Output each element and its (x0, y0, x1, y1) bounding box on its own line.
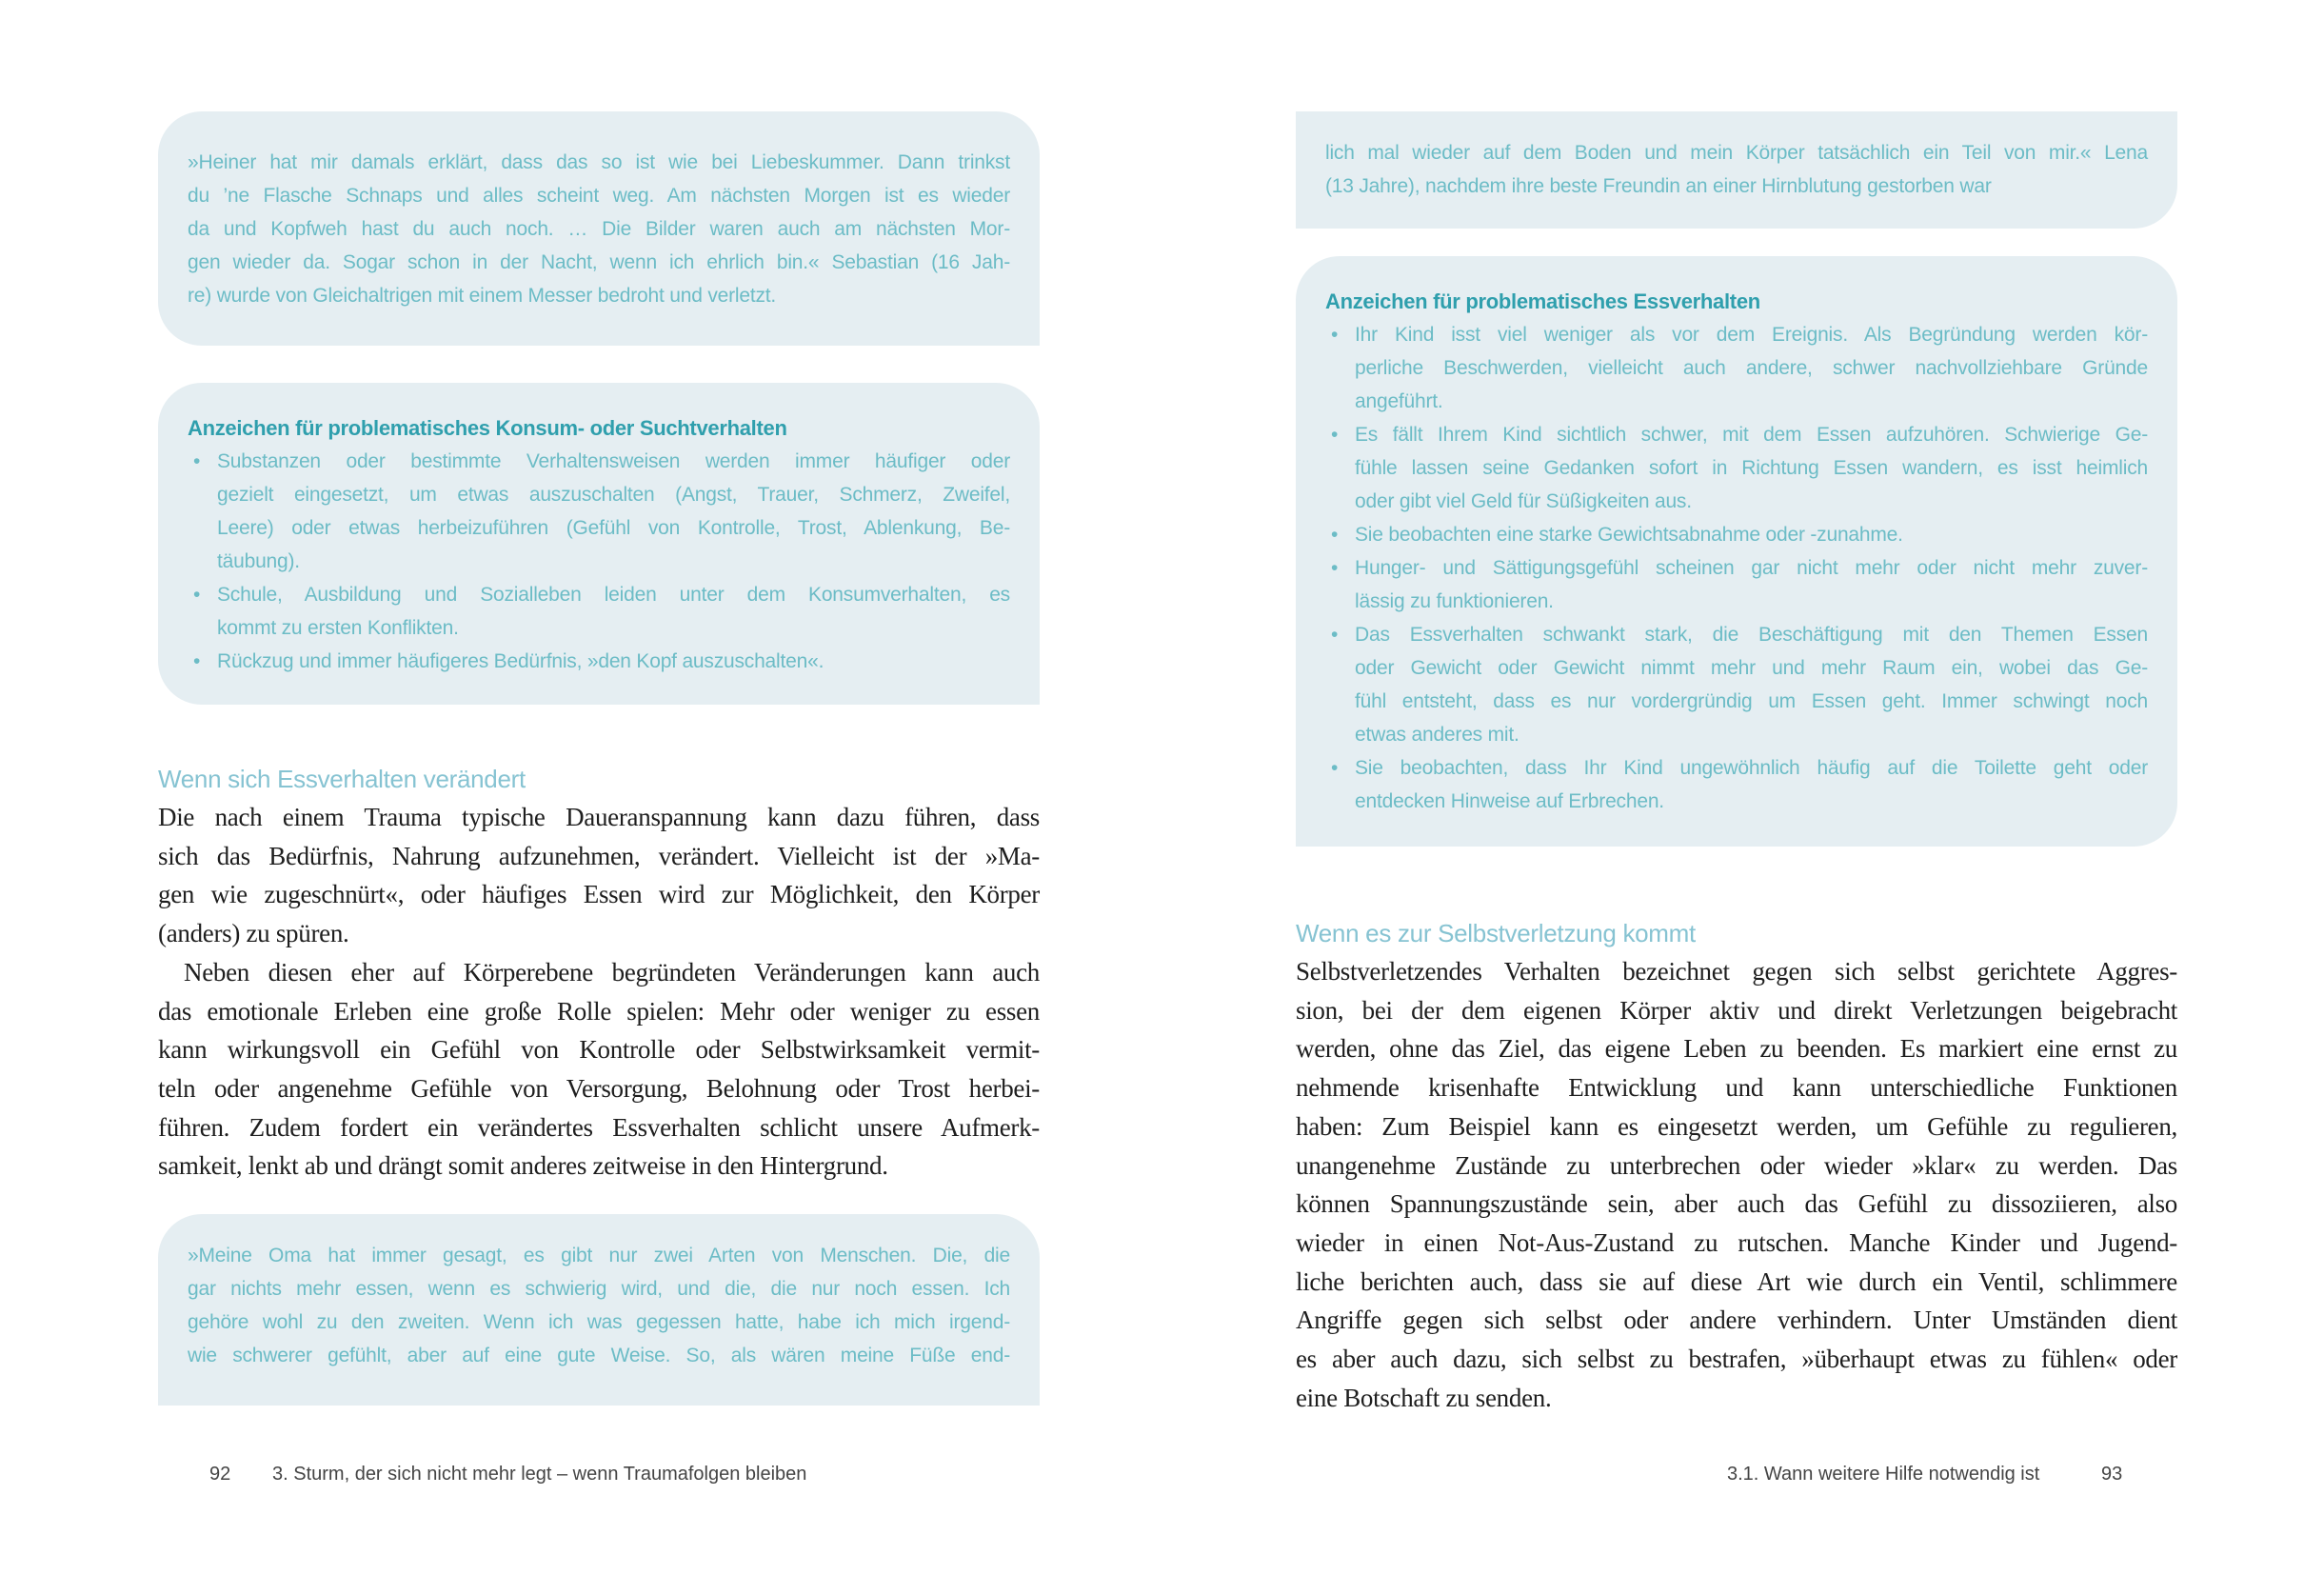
text-line: Die nach einem Trauma typische Daueranspannung kann dazu führen, dass (158, 803, 1040, 831)
info-box-heading: Anzeichen für problematisches Konsum- oder Suchtverhalten (188, 416, 787, 440)
bullet-icon: • (193, 650, 201, 672)
text-line: können Spannungszustände sein, aber auch das Gefühl zu dissoziieren, also (1296, 1189, 2177, 1219)
text-line: Substanzen oder bestimmte Verhaltensweisen werden immer häufiger oder (217, 450, 1010, 472)
text-line: es aber auch dazu, sich selbst zu bestrafen, »überhaupt etwas zu fühlen« oder (1296, 1345, 2177, 1374)
quote-box-lena (1296, 111, 2177, 229)
text-line: samkeit, lenkt ab und drängt somit anderes zeitweise in den Hintergrund. (158, 1151, 888, 1181)
paragraph (158, 953, 1040, 1186)
info-box-eating (1296, 256, 2177, 847)
text-line: gar nichts mehr essen, wenn es schwierig wird, und die, die nur noch essen. Ich (188, 1278, 1010, 1300)
bullet-icon: • (193, 450, 201, 472)
bullet-icon: • (1331, 757, 1339, 779)
list-item (1325, 518, 2148, 551)
paragraph (1296, 952, 2177, 1417)
text-line: gehöre wohl zu den zweiten. Wenn ich was gegessen hatte, habe ich mich irgend- (188, 1311, 1010, 1333)
text-line: sich das Bedürfnis, Nahrung aufzunehmen, verändert. Vielleicht ist der »Ma- (158, 841, 1040, 870)
text-line: haben: Zum Beispiel kann es eingesetzt werden, um Gefühle zu regulieren, (1296, 1111, 2177, 1141)
quote-text (188, 146, 1010, 312)
text-line: Leere) oder etwas herbeizuführen (Gefühl von Kontrolle, Trost, Ablenkung, Be- (217, 517, 1010, 539)
text-line: entdecken Hinweise auf Erbrechen. (1355, 790, 1664, 812)
text-line: etwas anderes mit. (1355, 724, 1520, 746)
list-item (1325, 751, 2148, 818)
text-line: werden, ohne das Ziel, das eigene Leben zu beenden. Es markiert eine ernst zu (1296, 1034, 2177, 1064)
paragraph (158, 798, 1040, 953)
list-item (1325, 318, 2148, 418)
bullet-icon: • (1331, 624, 1339, 646)
section-heading: Wenn es zur Selbstverletzung kommt (1296, 919, 1696, 947)
bullet-list (1325, 318, 2148, 818)
text-line: angeführt. (1355, 390, 1443, 412)
quote-box-sebastian (158, 111, 1040, 346)
page-number: 92 (209, 1464, 231, 1485)
text-line: Ihr Kind isst viel weniger als vor dem Ereignis. Als Begründung werden kör- (1355, 324, 2148, 346)
list-item (1325, 618, 2148, 751)
text-line: täubung). (217, 550, 300, 572)
text-line: »Heiner hat mir damals erklärt, dass das so ist wie bei Liebeskummer. Dann trinkst (188, 151, 1010, 173)
text-line: sion, bei der dem eigenen Körper aktiv und direkt Verletzungen beigebracht (1296, 995, 2177, 1025)
text-line: Neben diesen eher auf Körperebene begründeten Veränderungen kann auch (184, 957, 1040, 987)
bullet-list (188, 445, 1010, 678)
text-line: lässig zu funktionieren. (1355, 590, 1554, 612)
info-box-addiction (158, 383, 1040, 705)
text-line: (13 Jahre), nachdem ihre beste Freundin an einer Hirnblutung gestorben war (1325, 175, 1992, 197)
text-line: liche berichten auch, dass sie auf diese Art wie durch ein Ventil, schlimmere (1296, 1266, 2177, 1296)
text-line: wieder in einen Not-Aus-Zustand zu rutschen. Manche Kinder und Jugend- (1296, 1227, 2177, 1257)
running-head: 3.1. Wann weitere Hilfe notwendig ist (1727, 1464, 2040, 1485)
text-line: unangenehme Zustände zu unterbrechen oder wieder »klar« zu werden. Das (1296, 1150, 2177, 1180)
text-line: gen wie zugeschnürt«, oder häufiges Essen wird zur Möglichkeit, den Körper (158, 880, 1040, 909)
info-box-heading: Anzeichen für problematisches Essverhalten (1325, 289, 1760, 313)
list-item (1325, 551, 2148, 618)
list-item (188, 645, 1010, 678)
bullet-icon: • (1331, 324, 1339, 346)
text-line: kommt zu ersten Konflikten. (217, 617, 459, 639)
section-heading: Wenn sich Essverhalten verändert (158, 765, 526, 793)
quote-text (1325, 136, 2148, 203)
text-line: Sie beobachten eine starke Gewichtsabnahme oder -zunahme. (1355, 524, 1903, 546)
text-line: oder gibt viel Geld für Süßigkeiten aus. (1355, 490, 1692, 512)
text-line: Angriffe gegen sich selbst oder andere verhindern. Unter Umständen dient (1296, 1306, 2177, 1335)
text-line: gezielt eingesetzt, um etwas auszuschalten (Angst, Trauer, Schmerz, Zweifel, (217, 484, 1010, 506)
text-line: gen wieder da. Sogar schon in der Nacht, wenn ich ehrlich bin.« Sebastian (16 Jah- (188, 251, 1010, 273)
text-line: fühle lassen seine Gedanken sofort in Richtung Essen wandern, es isst heimlich (1355, 457, 2148, 479)
text-line: du ’ne Flasche Schnaps und alles scheint weg. Am nächsten Morgen ist es wieder (188, 185, 1010, 207)
bullet-icon: • (193, 584, 201, 606)
list-item (188, 578, 1010, 645)
quote-box-oma (158, 1214, 1040, 1406)
text-line: »Meine Oma hat immer gesagt, es gibt nur zwei Arten von Menschen. Die, die (188, 1245, 1010, 1266)
list-item (1325, 418, 2148, 518)
text-line: Sie beobachten, dass Ihr Kind ungewöhnlich häufig auf die Toilette geht oder (1355, 757, 2148, 779)
text-line: lich mal wieder auf dem Boden und mein Körper tatsächlich ein Teil von mir.« Lena (1325, 142, 2148, 164)
page-number: 93 (2101, 1464, 2123, 1485)
bullet-icon: • (1331, 557, 1339, 579)
text-line: Das Essverhalten schwankt stark, die Beschäftigung mit den Themen Essen (1355, 624, 2148, 646)
text-line: perliche Beschwerden, vielleicht auch andere, schwer nachvollziehbare Gründe (1355, 357, 2148, 379)
text-line: Schule, Ausbildung und Sozialleben leiden unter dem Konsumverhalten, es (217, 584, 1010, 606)
list-item (188, 445, 1010, 578)
text-line: führen. Zudem fordert ein verändertes Essverhalten schlicht unsere Aufmerk- (158, 1112, 1040, 1142)
text-line: nehmende krisenhafte Entwicklung und kann unterschiedliche Funktionen (1296, 1073, 2177, 1103)
text-line: das emotionale Erleben eine große Rolle spielen: Mehr oder weniger zu essen (158, 996, 1040, 1026)
text-line: kann wirkungsvoll ein Gefühl von Kontrolle oder Selbstwirksamkeit vermit- (158, 1035, 1040, 1065)
text-line: fühl entsteht, dass es nur vordergründig um Essen geht. Immer schwingt noch (1355, 690, 2148, 712)
text-line: (anders) zu spüren. (158, 919, 349, 948)
quote-text (188, 1239, 1010, 1372)
bullet-icon: • (1331, 424, 1339, 446)
text-line: oder Gewicht oder Gewicht nimmt mehr und mehr Raum ein, wobei das Ge- (1355, 657, 2148, 679)
text-line: Es fällt Ihrem Kind sichtlich schwer, mit dem Essen aufzuhören. Schwierige Ge- (1355, 424, 2148, 446)
body-text (1296, 952, 2177, 1417)
bullet-icon: • (1331, 524, 1339, 546)
running-head: 3. Sturm, der sich nicht mehr legt – wenn Traumafolgen bleiben (272, 1464, 807, 1485)
text-line: wie schwerer gefühlt, aber auf eine gute Weise. So, als wären meine Füße end- (188, 1345, 1010, 1366)
body-text (158, 798, 1040, 1186)
text-line: re) wurde von Gleichaltrigen mit einem Messer bedroht und verletzt. (188, 285, 777, 307)
text-line: eine Botschaft zu senden. (1296, 1383, 1552, 1412)
text-line: teln oder angenehme Gefühle von Versorgung, Belohnung oder Trost herbei- (158, 1073, 1040, 1103)
text-line: Rückzug und immer häufigeres Bedürfnis, »den Kopf auszuschalten«. (217, 650, 824, 672)
text-line: Selbstverletzendes Verhalten bezeichnet gegen sich selbst gerichtete Aggres- (1296, 957, 2177, 986)
text-line: Hunger- und Sättigungsgefühl scheinen gar nicht mehr oder nicht mehr zuver- (1355, 557, 2148, 579)
text-line: da und Kopfweh hast du auch noch. … Die Bilder waren auch am nächsten Mor- (188, 218, 1010, 240)
